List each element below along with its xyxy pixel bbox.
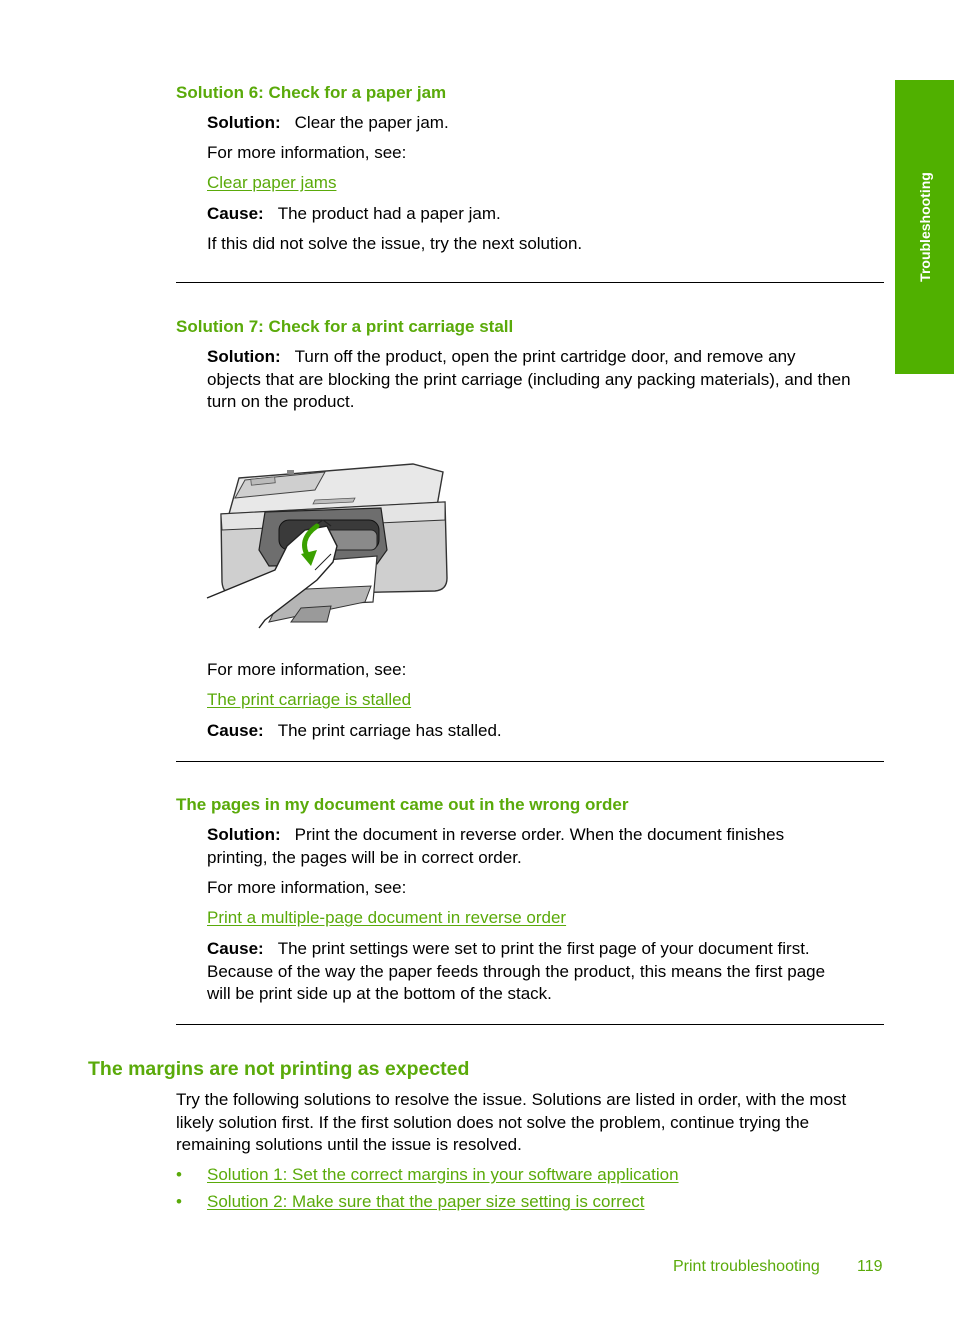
wrong-order-heading: The pages in my document came out in the wrong order xyxy=(176,795,629,814)
solution-label: Solution: xyxy=(207,113,281,132)
side-tab-label: Troubleshooting xyxy=(916,172,933,282)
cause-label: Cause: xyxy=(207,721,264,740)
intro-line-1: Try the following solutions to resolve the issue. Solutions are listed in order, with the most xyxy=(176,1090,847,1109)
margins-heading: The margins are not printing as expected xyxy=(88,1058,470,1080)
solution-text-line-2: printing, the pages will be in correct order. xyxy=(207,847,522,867)
margins-intro xyxy=(176,1089,896,1157)
solution-text-line-2: objects that are blocking the print carriage (including any packing materials), and then xyxy=(207,369,851,389)
cause-label: Cause: xyxy=(207,204,264,223)
divider xyxy=(176,282,884,283)
intro-line-2: likely solution first. If the first solution does not solve the problem, continue trying the xyxy=(176,1112,810,1132)
solution-7-heading: Solution 7: Check for a print carriage stall xyxy=(176,317,514,336)
page-number: 119 xyxy=(857,1258,883,1275)
next-solution-text: If this did not solve the issue, try the next solution. xyxy=(207,234,583,253)
bullet: • xyxy=(176,1192,182,1211)
wrong-order-cause xyxy=(207,938,897,1006)
solution-7-cause xyxy=(207,720,502,743)
footer-section: Print troubleshooting xyxy=(673,1258,820,1275)
wrong-order-solution xyxy=(207,824,897,869)
bullet: • xyxy=(176,1165,182,1184)
solution-6-heading: Solution 6: Check for a paper jam xyxy=(176,83,447,102)
cause-label: Cause: xyxy=(207,939,264,958)
more-info-text: For more information, see: xyxy=(207,143,407,162)
cause-text-line-3: will be print side up at the bottom of the stack. xyxy=(207,984,552,1003)
more-info-text: For more information, see: xyxy=(207,660,407,679)
side-tab-troubleshooting xyxy=(895,80,954,374)
solution-text-line-3: turn on the product. xyxy=(207,392,355,411)
list-item xyxy=(176,1191,182,1214)
printer-carriage-illustration xyxy=(205,450,455,630)
solution-1-link[interactable]: Solution 1: Set the correct margins in your software application xyxy=(207,1165,679,1184)
more-info-text: For more information, see: xyxy=(207,878,407,897)
cause-text: The product had a paper jam. xyxy=(277,204,501,223)
cause-text-line-2: Because of the way the paper feeds through the product, this means the first page xyxy=(207,961,826,981)
solution-2-link[interactable]: Solution 2: Make sure that the paper size setting is correct xyxy=(207,1192,645,1211)
clear-paper-jams-link[interactable]: Clear paper jams xyxy=(207,173,337,192)
solution-6-cause xyxy=(207,203,501,226)
cause-text-line-1: The print settings were set to print the first page of your document first. xyxy=(277,939,810,958)
solution-7-solution xyxy=(207,346,897,414)
solution-text-line-1: Print the document in reverse order. When the document finishes xyxy=(294,825,785,844)
cause-text: The print carriage has stalled. xyxy=(277,721,502,740)
solution-label: Solution: xyxy=(207,347,281,366)
solution-text-line-1: Turn off the product, open the print cartridge door, and remove any xyxy=(294,347,796,366)
solution-6-solution xyxy=(207,112,449,135)
solution-label: Solution: xyxy=(207,825,281,844)
reverse-order-link[interactable]: Print a multiple-page document in reverse order xyxy=(207,908,567,927)
print-carriage-stalled-link[interactable]: The print carriage is stalled xyxy=(207,690,412,709)
list-item xyxy=(176,1164,182,1187)
divider xyxy=(176,1024,884,1025)
divider xyxy=(176,761,884,762)
intro-line-3: remaining solutions until the issue is resolved. xyxy=(176,1135,522,1154)
solution-text: Clear the paper jam. xyxy=(294,113,449,132)
